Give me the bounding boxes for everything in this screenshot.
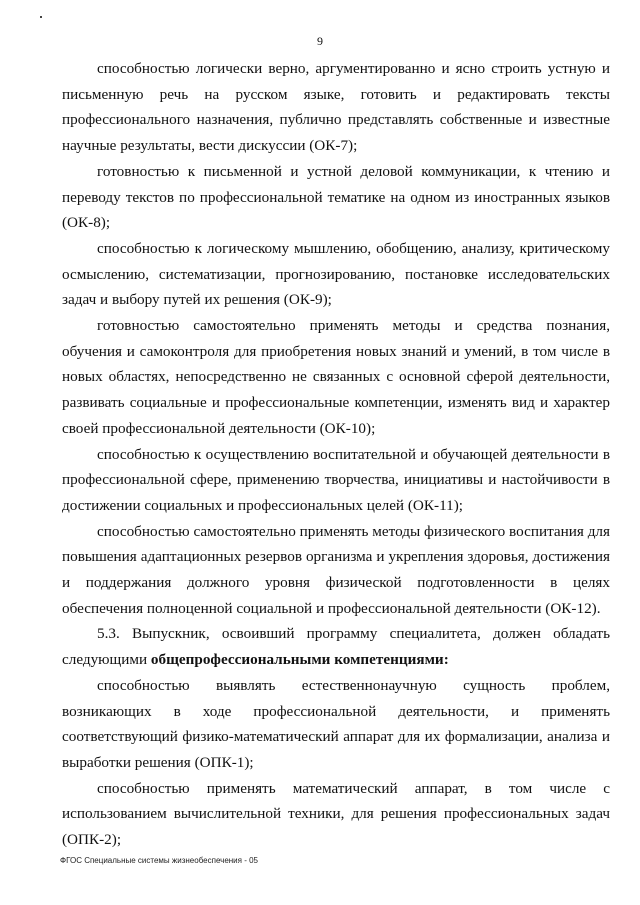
- paragraph-ok10: готовностью самостоятельно применять методы и средства познания, обучения и самоконтроля для приобретения новых знаний и умений, в том числе в новых областях, непосредственно не связанных с основной сферой деятельности, развивать социальные и профессиональные компетенции, изменять вид и характер своей профессиональной деятельности (ОК-10);: [62, 317, 610, 437]
- paragraph-opk1: способностью выявлять естественнонаучную сущность проблем, возникающих в ходе профессиональной деятельности, и применять соответствующий физико-математический аппарат для их формализации, анализа и выработки решения (ОПК-1);: [62, 676, 610, 771]
- page-number: 9: [317, 34, 323, 48]
- page-footer: ФГОС Специальные системы жизнеобеспечения - 05: [60, 856, 258, 865]
- paragraph-ok11: способностью к осуществлению воспитательной и обучающей деятельности в профессиональной сфере, применению творчества, инициативы и настойчивости в достижении социальных и профессиональных целей (ОК-11);: [62, 445, 610, 514]
- paragraph-ok9: способностью к логическому мышлению, обобщению, анализу, критическому осмыслению, систематизации, прогнозированию, постановке исследовательских задач и выбору путей их решения (ОК-9);: [62, 239, 610, 309]
- document-body: [62, 56, 610, 853]
- section-5-3-bold-term: общепрофессиональными компетенциями: [150, 651, 444, 669]
- paragraph-ok8: готовностью к письменной и устной деловой коммуникации, к чтению и переводу текстов по профессиональной тематике на одном из иностранных языков (ОК-8);: [62, 162, 610, 232]
- paragraph-ok12: способностью самостоятельно применять методы физического воспитания для повышения адаптационных резервов организма и укрепления здоровья, достижения и поддержания должного уровня физической подготовленности в целях обеспечения полноценной социальной и профессиональной деятельности (ОК-12).: [62, 522, 610, 617]
- scan-mark: [40, 16, 42, 18]
- paragraph-ok7: способностью логически верно, аргументированно и ясно строить устную и письменную речь на русском языке, готовить и редактировать тексты профессионального назначения, публично представлять собственные и известные научные результаты, вести дискуссии (ОК-7);: [62, 60, 610, 155]
- section-5-3-colon: :: [443, 651, 449, 669]
- paragraph-opk2: способностью применять математический аппарат, в том числе с использованием вычислительной техники, для решения профессиональных задач (ОПК-2);: [62, 779, 610, 849]
- paragraph-section-5-3: [62, 621, 610, 672]
- section-5-3-intro: 5.3. Выпускник, освоивший программу специалитета, должен обладать следующими: [62, 625, 610, 669]
